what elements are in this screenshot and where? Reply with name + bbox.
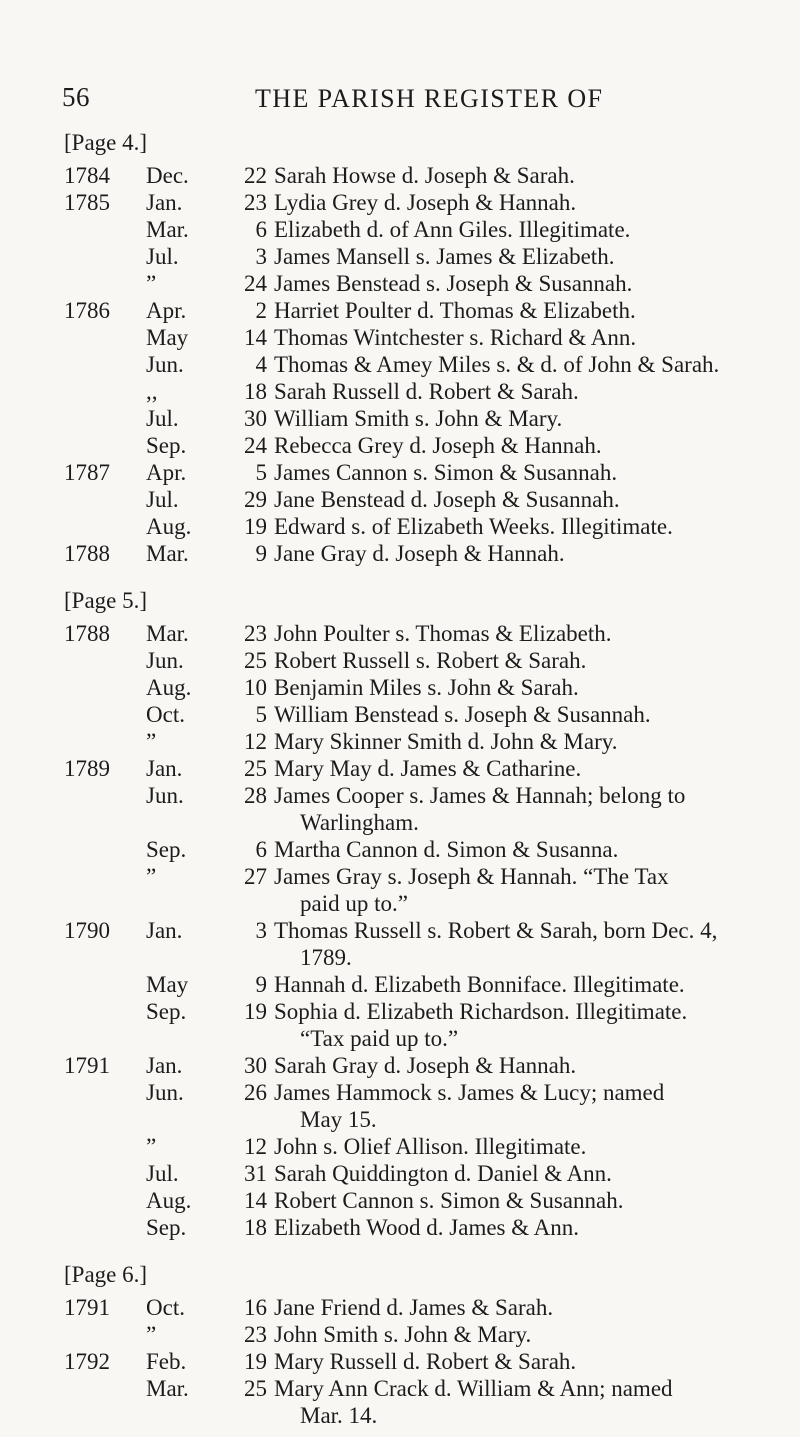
entry-month: Aug. xyxy=(146,514,192,539)
entry-text xyxy=(274,1321,737,1348)
entry-day: 29 xyxy=(244,487,267,512)
entry-month: Jun. xyxy=(146,352,184,377)
section-gap xyxy=(0,567,800,580)
entry-month: Jun. xyxy=(146,783,184,808)
entry-day: 3 xyxy=(255,244,267,269)
entry-month: Dec. xyxy=(146,163,189,188)
entry-day: 23 xyxy=(244,1322,267,1347)
entry-text-line: Sarah Russell d. Robert & Sarah. xyxy=(274,379,579,404)
entry-text-line: William Benstead s. Joseph & Susannah. xyxy=(274,702,651,727)
entry-month: Mar. xyxy=(146,621,189,646)
entry-day: 23 xyxy=(244,190,267,215)
entry-day: 30 xyxy=(244,1053,267,1078)
entry-text xyxy=(274,432,737,459)
register-entry xyxy=(0,189,800,216)
entry-text-line: Sarah Howse d. Joseph & Sarah. xyxy=(274,163,575,188)
entry-text xyxy=(274,728,737,755)
entry-text-line: James Gray s. Joseph & Hannah. “The Tax xyxy=(274,864,669,889)
register-entry xyxy=(0,728,800,755)
entry-text xyxy=(274,513,737,540)
entry-day: 22 xyxy=(244,163,267,188)
entry-year: 1784 xyxy=(64,163,110,188)
entry-text-line: John s. Olief Allison. Illegitimate. xyxy=(274,1134,587,1159)
entry-day: 19 xyxy=(244,1349,267,1374)
entry-text xyxy=(274,674,737,701)
entry-text-line: Martha Cannon d. Simon & Susanna. xyxy=(274,837,619,862)
entry-text-line: James Cannon s. Simon & Susannah. xyxy=(274,460,618,485)
register-entry xyxy=(0,324,800,351)
entry-day: 27 xyxy=(244,864,267,889)
entry-text xyxy=(274,701,737,728)
entry-day: 6 xyxy=(255,837,267,862)
register-entry xyxy=(0,917,800,971)
entry-year: 1788 xyxy=(64,541,110,566)
register-entry xyxy=(0,378,800,405)
register-entry xyxy=(0,674,800,701)
entry-text-line: Sophia d. Elizabeth Richardson. Illegitimate. xyxy=(274,999,688,1024)
section-label-text: [Page 6.] xyxy=(64,1262,148,1287)
page-number: 56 xyxy=(62,82,90,112)
entry-day: 10 xyxy=(244,675,267,700)
entry-text-line: Harriet Poulter d. Thomas & Elizabeth. xyxy=(274,298,636,323)
register-entry xyxy=(0,405,800,432)
entry-year: 1788 xyxy=(64,621,110,646)
entry-text xyxy=(274,459,737,486)
page-section-label xyxy=(0,1254,800,1294)
entry-month: ” xyxy=(146,729,157,754)
entry-text-line: Robert Cannon s. Simon & Susannah. xyxy=(274,1188,624,1213)
entry-year: 1786 xyxy=(64,298,110,323)
entry-month: Apr. xyxy=(146,460,187,485)
section-label-text: [Page 4.] xyxy=(64,130,148,155)
entry-text-line: Mary Ann Crack d. William & Ann; named xyxy=(274,1376,673,1401)
entry-day: 25 xyxy=(244,648,267,673)
entry-text xyxy=(274,1079,737,1133)
entry-text-line: Benjamin Miles s. John & Sarah. xyxy=(274,675,579,700)
running-header xyxy=(0,82,800,122)
entry-text xyxy=(274,755,737,782)
entry-month: Jul. xyxy=(146,1161,179,1186)
entry-month: Jan. xyxy=(146,190,183,215)
entry-text xyxy=(274,998,737,1052)
entry-text xyxy=(274,540,737,567)
entry-text-line: Thomas Russell s. Robert & Sarah, born Dec. 4, xyxy=(274,918,718,943)
entry-day: 6 xyxy=(255,217,267,242)
entry-text-line: Rebecca Grey d. Joseph & Hannah. xyxy=(274,433,602,458)
register-entry xyxy=(0,459,800,486)
entry-month: ” xyxy=(146,864,157,889)
entry-day: 12 xyxy=(244,1134,267,1159)
entry-text-line: Edward s. of Elizabeth Weeks. Illegitimate. xyxy=(274,514,673,539)
register-entry xyxy=(0,1321,800,1348)
register-entry xyxy=(0,1052,800,1079)
entry-year: 1792 xyxy=(64,1349,110,1374)
entry-day: 19 xyxy=(244,514,267,539)
entry-text xyxy=(274,1052,737,1079)
entry-text xyxy=(274,351,737,378)
entry-text-line: Thomas Wintchester s. Richard & Ann. xyxy=(274,325,637,350)
entry-month: Oct. xyxy=(146,702,185,727)
entry-day: 9 xyxy=(255,972,267,997)
entry-year: 1790 xyxy=(64,918,110,943)
entry-month: Sep. xyxy=(146,1215,187,1240)
entry-month: May xyxy=(146,972,189,997)
entry-month: Jun. xyxy=(146,1080,184,1105)
entry-text xyxy=(274,297,737,324)
entry-day: 4 xyxy=(255,352,267,377)
entry-text-line: Jane Gray d. Joseph & Hannah. xyxy=(274,541,565,566)
register-entry xyxy=(0,540,800,567)
entry-day: 19 xyxy=(244,999,267,1024)
register-entry xyxy=(0,432,800,459)
entry-day: 25 xyxy=(244,1376,267,1401)
entry-day: 14 xyxy=(244,1188,267,1213)
entry-month: Feb. xyxy=(146,1349,187,1374)
entry-text-continuation: 1789. xyxy=(300,945,352,970)
entry-text xyxy=(274,836,737,863)
entry-day: 18 xyxy=(244,379,267,404)
entry-text xyxy=(274,1214,737,1241)
entry-text-line: Lydia Grey d. Joseph & Hannah. xyxy=(274,190,577,215)
entry-text xyxy=(274,863,737,917)
entry-month: Jun. xyxy=(146,648,184,673)
entry-text-line: James Benstead s. Joseph & Susannah. xyxy=(274,271,633,296)
entry-text xyxy=(274,1160,737,1187)
entry-month: Apr. xyxy=(146,298,187,323)
entry-year: 1791 xyxy=(64,1053,110,1078)
entry-text xyxy=(274,1133,737,1160)
entry-text-line: William Smith s. John & Mary. xyxy=(274,406,563,431)
entry-month: Jan. xyxy=(146,918,183,943)
register-entry xyxy=(0,1214,800,1241)
entry-text-continuation: Mar. 14. xyxy=(300,1403,378,1428)
register-entry xyxy=(0,1375,800,1429)
entry-month: Jul. xyxy=(146,487,179,512)
entry-month: Sep. xyxy=(146,837,187,862)
entry-month: Mar. xyxy=(146,1376,189,1401)
entry-month: Sep. xyxy=(146,433,187,458)
entry-month: May xyxy=(146,325,189,350)
entry-text-line: James Hammock s. James & Lucy; named xyxy=(274,1080,665,1105)
entry-text-continuation: “Tax paid up to.” xyxy=(300,1026,459,1051)
entry-text-continuation: paid up to.” xyxy=(300,891,408,916)
entry-month: ” xyxy=(146,1134,157,1159)
entry-text-line: Sarah Quiddington d. Daniel & Ann. xyxy=(274,1161,612,1186)
entry-text-line: Jane Benstead d. Joseph & Susannah. xyxy=(274,487,620,512)
entry-text-line: Jane Friend d. James & Sarah. xyxy=(274,1295,554,1320)
register-entry xyxy=(0,216,800,243)
entry-text-line: Thomas & Amey Miles s. & d. of John & Sarah. xyxy=(274,352,720,377)
section-label-text: [Page 5.] xyxy=(64,588,148,613)
entry-day: 25 xyxy=(244,756,267,781)
entry-text-line: Elizabeth Wood d. James & Ann. xyxy=(274,1215,579,1240)
register-entry xyxy=(0,1160,800,1187)
entry-text xyxy=(274,243,737,270)
entry-month: Jul. xyxy=(146,244,179,269)
entry-month: ” xyxy=(146,1322,157,1347)
register-entry xyxy=(0,243,800,270)
entry-year: 1785 xyxy=(64,190,110,215)
entry-text xyxy=(274,1294,737,1321)
entry-text xyxy=(274,324,737,351)
entry-month: Aug. xyxy=(146,1188,192,1213)
register-entry xyxy=(0,297,800,324)
entry-day: 16 xyxy=(244,1295,267,1320)
entry-month: Mar. xyxy=(146,541,189,566)
entry-day: 5 xyxy=(255,460,267,485)
entry-year: 1791 xyxy=(64,1295,110,1320)
entry-text xyxy=(274,162,737,189)
register-entry xyxy=(0,836,800,863)
entry-day: 2 xyxy=(255,298,267,323)
entry-day: 23 xyxy=(244,621,267,646)
register-entry xyxy=(0,1294,800,1321)
entry-text-line: Mary May d. James & Catharine. xyxy=(274,756,582,781)
entry-month: Mar. xyxy=(146,217,189,242)
register-entry xyxy=(0,1133,800,1160)
entry-day: 31 xyxy=(244,1161,267,1186)
entry-text xyxy=(274,378,737,405)
entry-text xyxy=(274,486,737,513)
entry-year: 1787 xyxy=(64,460,110,485)
entry-text xyxy=(274,270,737,297)
page-section-label xyxy=(0,580,800,620)
entry-text-line: John Poulter s. Thomas & Elizabeth. xyxy=(274,621,612,646)
entry-text-line: Elizabeth d. of Ann Giles. Illegitimate. xyxy=(274,217,631,242)
entry-text-line: Hannah d. Elizabeth Bonniface. Illegitimate. xyxy=(274,972,685,997)
entry-day: 30 xyxy=(244,406,267,431)
entry-text xyxy=(274,405,737,432)
entry-text xyxy=(274,647,737,674)
entry-text xyxy=(274,216,737,243)
register-entry xyxy=(0,647,800,674)
entry-day: 28 xyxy=(244,783,267,808)
register-entries xyxy=(0,122,800,1429)
register-entry xyxy=(0,971,800,998)
entry-text xyxy=(274,1348,737,1375)
entry-text-line: Mary Skinner Smith d. John & Mary. xyxy=(274,729,618,754)
register-entry xyxy=(0,351,800,378)
entry-text xyxy=(274,189,737,216)
register-entry xyxy=(0,1187,800,1214)
entry-text-line: Sarah Gray d. Joseph & Hannah. xyxy=(274,1053,577,1078)
entry-month: Aug. xyxy=(146,675,192,700)
entry-text xyxy=(274,1187,737,1214)
entry-day: 18 xyxy=(244,1215,267,1240)
entry-text-line: Mary Russell d. Robert & Sarah. xyxy=(274,1349,577,1374)
entry-month: Sep. xyxy=(146,999,187,1024)
entry-day: 26 xyxy=(244,1080,267,1105)
register-entry xyxy=(0,1079,800,1133)
entry-text-line: James Cooper s. James & Hannah; belong to xyxy=(274,783,686,808)
entry-text xyxy=(274,917,737,971)
entry-text-continuation: Warlingham. xyxy=(300,810,419,835)
entry-month: ” xyxy=(146,271,157,296)
entry-month: Jan. xyxy=(146,1053,183,1078)
entry-text-line: John Smith s. John & Mary. xyxy=(274,1322,532,1347)
entry-day: 12 xyxy=(244,729,267,754)
register-entry xyxy=(0,755,800,782)
register-entry xyxy=(0,513,800,540)
entry-day: 14 xyxy=(244,325,267,350)
entry-day: 24 xyxy=(244,271,267,296)
entry-day: 24 xyxy=(244,433,267,458)
entry-year: 1789 xyxy=(64,756,110,781)
entry-month: Jul. xyxy=(146,406,179,431)
entry-text-line: Robert Russell s. Robert & Sarah. xyxy=(274,648,587,673)
register-entry xyxy=(0,701,800,728)
register-entry xyxy=(0,782,800,836)
entry-text-continuation: May 15. xyxy=(300,1107,377,1132)
section-gap xyxy=(0,1241,800,1254)
register-entry xyxy=(0,620,800,647)
entry-text-line: James Mansell s. James & Elizabeth. xyxy=(274,244,615,269)
entry-month: Oct. xyxy=(146,1295,185,1320)
entry-day: 3 xyxy=(255,918,267,943)
entry-text xyxy=(274,782,737,836)
register-entry xyxy=(0,998,800,1052)
entry-month: ,, xyxy=(146,379,158,404)
register-entry xyxy=(0,486,800,513)
running-title: THE PARISH REGISTER OF xyxy=(255,84,604,113)
page-section-label xyxy=(0,122,800,162)
entry-text xyxy=(274,971,737,998)
entry-month: Jan. xyxy=(146,756,183,781)
register-entry xyxy=(0,863,800,917)
register-entry xyxy=(0,1348,800,1375)
entry-day: 5 xyxy=(255,702,267,727)
register-entry xyxy=(0,162,800,189)
entry-text xyxy=(274,1375,737,1429)
register-entry xyxy=(0,270,800,297)
entry-day: 9 xyxy=(255,541,267,566)
entry-text xyxy=(274,620,737,647)
